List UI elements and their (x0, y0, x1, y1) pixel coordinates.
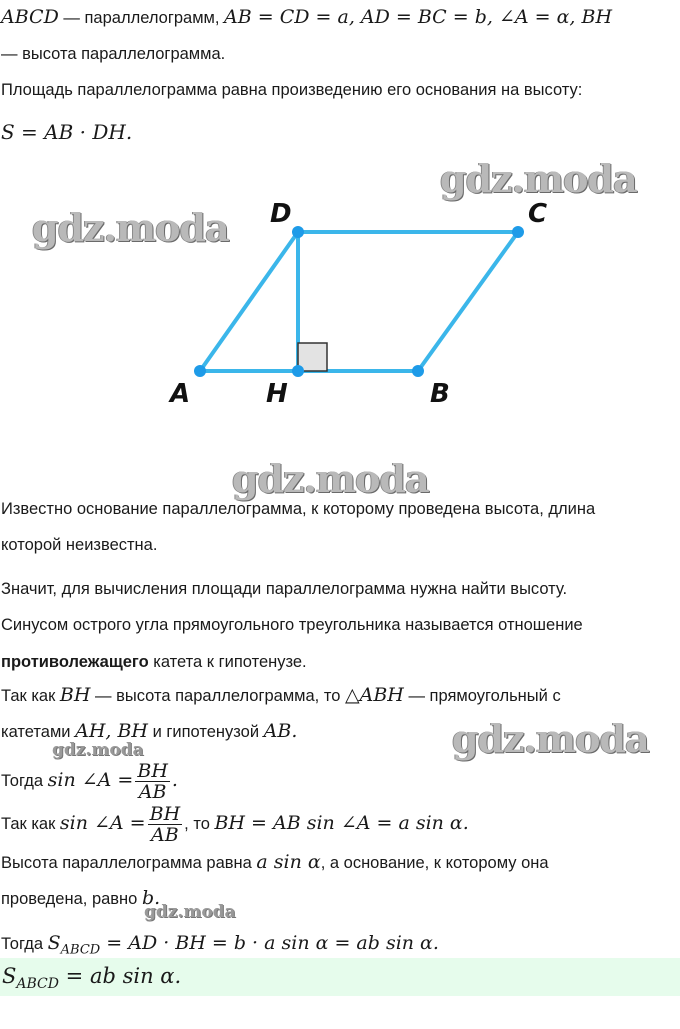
formula-line (1, 760, 178, 802)
subscript: ABCD (60, 942, 101, 958)
math-expression: BH (59, 684, 91, 706)
text: катета к гипотенузе. (148, 653, 307, 671)
parallelogram-sides (200, 232, 518, 371)
point-d (292, 226, 304, 238)
label-d: D (270, 199, 292, 229)
text-line (1, 851, 549, 874)
math-expression: sin ∠A = (59, 812, 146, 834)
text: катетами (1, 723, 76, 741)
math-expression: sin ∠A = (47, 769, 134, 791)
text: , то (184, 815, 215, 833)
math-expression: = AD · BH = b · a sin α = ab sin α. (100, 932, 439, 954)
text: Тогда (1, 935, 48, 953)
math-expression: S (47, 932, 61, 954)
fraction (148, 804, 183, 845)
watermark: gdz.moda (52, 740, 144, 760)
watermark: gdz.moda (452, 716, 649, 761)
text: Высота параллелограмма равна (1, 854, 257, 872)
math-expression: ABCD (1, 6, 59, 28)
point-h (292, 365, 304, 377)
denominator: AB (138, 781, 167, 804)
right-angle-marker (298, 343, 327, 371)
sine-definition-text: Синусом острого угла прямоугольного треугольника называется отношение (1, 616, 583, 634)
text: — высота параллелограмма, то (90, 687, 345, 705)
watermark: gdz.moda (440, 156, 637, 201)
area-formula: S = AB · DH. (1, 120, 133, 144)
text-line (1, 887, 160, 910)
point-b (412, 365, 424, 377)
point-a (194, 365, 206, 377)
text-line: Значит, для вычисления площади параллелограмма нужна найти высоту. (1, 580, 568, 598)
label-a: A (170, 379, 191, 409)
math-expression: BH = AB sin ∠A = a sin α. (214, 812, 469, 834)
problem-statement-line-2: — высота параллелограмма. (1, 45, 226, 63)
label-c: C (528, 199, 548, 229)
math-expression: AB = CD = a, AD = BC = b, ∠A = α, BH (224, 6, 613, 28)
period: . (171, 769, 178, 791)
watermark: gdz.moda (144, 902, 236, 922)
answer-formula (2, 964, 181, 992)
point-c (512, 226, 524, 238)
text: — прямоугольный с (403, 687, 561, 705)
math-expression: a sin α (256, 851, 321, 873)
subscript: ABCD (16, 976, 59, 993)
text: Так как (1, 815, 60, 833)
bold-term: противолежащего (1, 653, 149, 671)
formula-line (1, 932, 439, 961)
fraction (135, 761, 170, 802)
label-h: H (266, 379, 288, 409)
text: проведена, равно (1, 890, 142, 908)
sine-definition-text-2 (1, 651, 307, 673)
math-expression: △ABH (345, 684, 404, 706)
math-expression: AB. (263, 720, 298, 742)
parallelogram-outline (200, 232, 518, 371)
math-expression: = ab sin α. (59, 964, 182, 988)
text: Тогда (1, 772, 48, 790)
answer-box (0, 958, 680, 996)
text-line: Известно основание параллелограмма, к которому проведена высота, длина (1, 500, 596, 518)
math-expression: b. (141, 887, 161, 909)
text: — параллелограмм, (58, 9, 225, 27)
math-expression: S (2, 964, 17, 988)
text-line (1, 684, 561, 707)
parallelogram-figure (0, 0, 680, 470)
text-line: которой неизвестна. (1, 536, 158, 554)
numerator: BH (149, 803, 181, 826)
watermark: gdz.moda (32, 205, 229, 250)
area-rule-text: Площадь параллелограмма равна произведению его основания на высоту: (1, 81, 583, 99)
numerator: BH (137, 760, 168, 783)
denominator: AB (151, 824, 179, 847)
text: Так как (1, 687, 60, 705)
math-expression: AH, BH (75, 720, 148, 742)
label-b: B (430, 379, 450, 409)
text-line (1, 720, 297, 743)
text: и гипотенузой (148, 723, 264, 741)
watermark: gdz.moda (232, 456, 429, 501)
formula-line (1, 803, 469, 845)
text: , а основание, к которому она (320, 854, 549, 872)
